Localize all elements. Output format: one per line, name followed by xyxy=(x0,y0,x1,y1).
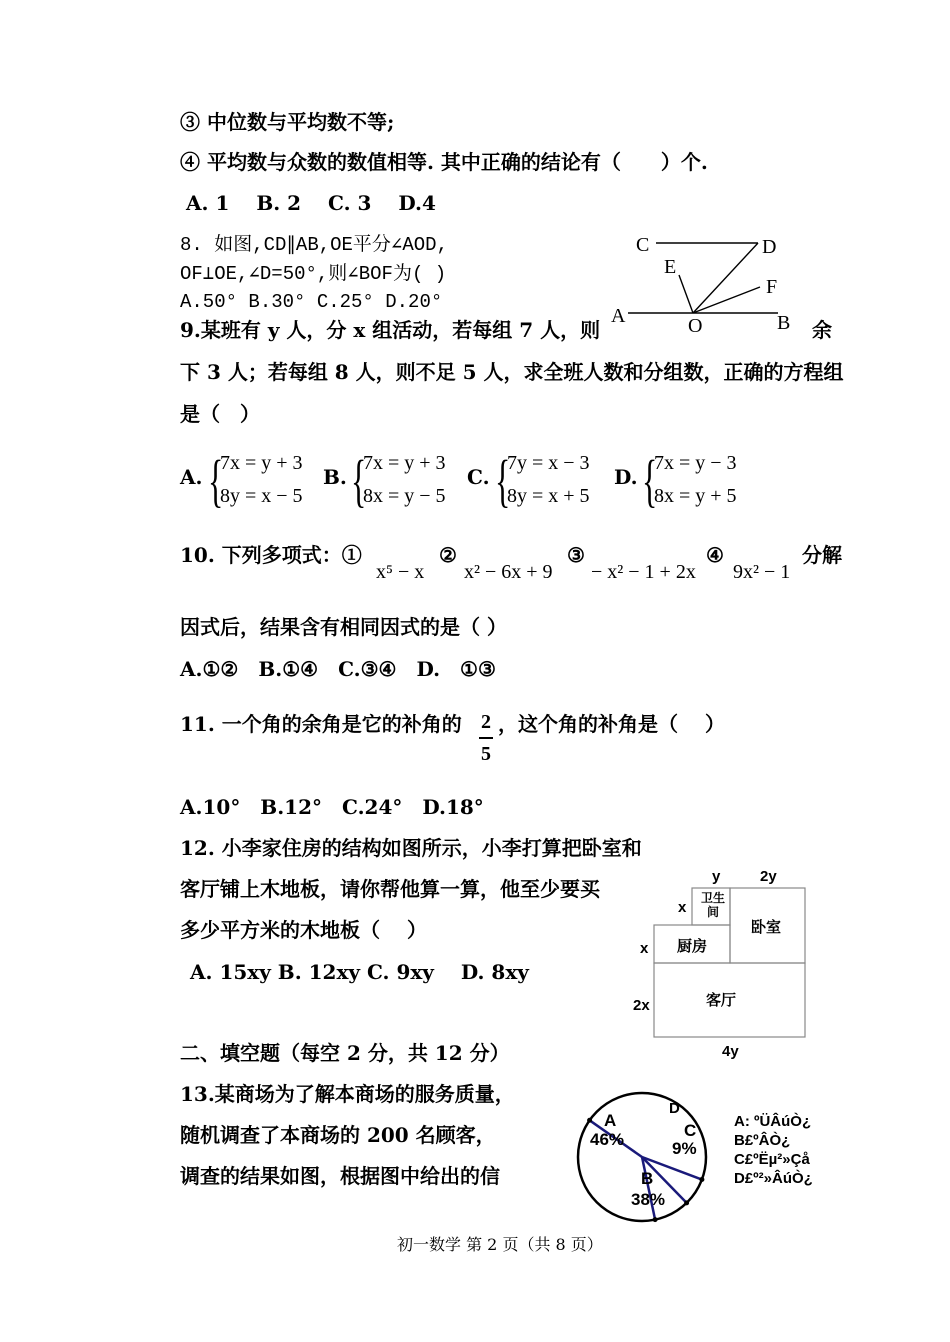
pie-legend xyxy=(734,1112,813,1188)
q10-line-2: 因式后，结果含有相同因式的是（ ） xyxy=(180,615,507,639)
pie-slice-point xyxy=(699,1177,704,1182)
q8-line-2: OF⊥OE,∠D=50°,则∠BOF为( ) xyxy=(180,263,447,285)
plan-kitchen-label: 厨房 xyxy=(677,938,708,955)
q8-line-1: 8. 如图,CD∥AB,OE平分∠AOD, xyxy=(180,234,448,256)
q9-option-d-label: D. xyxy=(614,465,638,489)
q9-line-1: 9.某班有 y 人，分 x 组活动，若每组 7 人，则 xyxy=(180,318,601,342)
equation-2: 8x = y + 5 xyxy=(654,485,737,507)
q13-line-3: 调查的结果如图，根据图中给出的信 xyxy=(180,1164,500,1188)
pie-slice-point xyxy=(653,1217,658,1222)
q11-line-1-end: ，这个角的补角是（ ） xyxy=(498,712,725,736)
pie-pct-b: 38% xyxy=(631,1190,666,1209)
equation-1: 7x = y + 3 xyxy=(220,452,303,474)
brace: { xyxy=(208,448,224,513)
plan-bathroom-label: 卫生间 xyxy=(700,891,725,919)
ray-od xyxy=(693,243,758,313)
q10-term-3: − x² − 1 + 2x xyxy=(591,561,696,583)
pie-slice-point xyxy=(587,1118,592,1123)
brace: { xyxy=(642,448,658,513)
pie-label-c: C xyxy=(684,1121,697,1140)
legend-item: D£º²»ÂúÒ¿ xyxy=(734,1170,813,1187)
q12-line-2: 客厅铺上木地板，请你帮他算一算，他至少要买 xyxy=(180,877,600,901)
plan-dim-x-top: x xyxy=(678,899,687,916)
plan-dim-4y: 4y xyxy=(722,1043,739,1060)
q9-option-c-label: C. xyxy=(467,465,490,489)
brace: { xyxy=(495,448,511,513)
statement-3: ③ 中位数与平均数不等; xyxy=(180,110,395,134)
equation-2: 8y = x + 5 xyxy=(507,485,590,507)
q11-fraction-denominator: 5 xyxy=(481,743,491,765)
q9-option-b-label: B. xyxy=(323,465,347,489)
q12-options: A. 15xy B. 12xy C. 9xy D. 8xy xyxy=(190,960,529,984)
q11-options: A.10° B.12° C.24° D.18° xyxy=(180,795,484,819)
pie-pct-a: 46% xyxy=(590,1130,625,1149)
page-footer: 初一数学 第 2 页（共 8 页） xyxy=(397,1235,603,1254)
plan-dim-x-mid: x xyxy=(640,940,649,957)
brace: { xyxy=(351,448,367,513)
q9-line-2: 下 3 人；若每组 8 人，则不足 5 人，求全班人数和分组数，正确的方程组 xyxy=(180,360,844,384)
plan-dim-2x: 2x xyxy=(633,997,650,1014)
equation-2: 8x = y − 5 xyxy=(363,485,446,507)
fig8-label-a: A xyxy=(611,305,626,327)
q13-line-1: 13.某商场为了解本商场的服务质量， xyxy=(180,1082,515,1106)
q10-line-1: 10. 下列多项式：① xyxy=(180,543,362,567)
equation-1: 7y = x − 3 xyxy=(507,452,590,474)
q9-line-3: 是（ ） xyxy=(180,402,260,426)
legend-item: C£ºËµ²»Çå xyxy=(734,1151,810,1168)
q10-term-4: 9x² − 1 xyxy=(733,561,791,583)
pie-label-b: B xyxy=(641,1169,654,1188)
plan-bedroom-label: 卧室 xyxy=(751,919,782,936)
plan-dim-y: y xyxy=(712,868,721,885)
q10-line-1-end: 分解 xyxy=(802,543,842,567)
q10-term-1: x⁵ − x xyxy=(376,561,425,583)
fig8-label-o: O xyxy=(688,315,703,337)
legend-item: B£ºÂÒ¿ xyxy=(734,1132,791,1149)
equation-1: 7x = y + 3 xyxy=(363,452,446,474)
fig8-label-f: F xyxy=(766,276,778,298)
q12-line-3: 多少平方米的木地板（ ） xyxy=(180,918,427,942)
q10-num-4: ④ xyxy=(706,543,724,567)
q8-options: A.50° B.30° C.25° D.20° xyxy=(180,291,443,313)
pie-slice-point xyxy=(684,1200,689,1205)
pie-pct-c: 9% xyxy=(672,1139,697,1158)
equation-1: 7x = y − 3 xyxy=(654,452,737,474)
floor-plan xyxy=(650,885,810,1040)
q9-option-a-label: A. xyxy=(180,465,203,489)
q9-line-1-end: 余 xyxy=(812,318,832,342)
equation-2: 8y = x − 5 xyxy=(220,485,303,507)
section-2-heading: 二、填空题（每空 2 分，共 12 分） xyxy=(180,1041,510,1065)
legend-item: A: ºÜÂúÒ¿ xyxy=(734,1113,812,1130)
fig8-label-b: B xyxy=(777,312,791,334)
pie-label-d: D xyxy=(669,1100,680,1117)
q10-term-2: x² − 6x + 9 xyxy=(464,561,553,583)
fig8-label-c: C xyxy=(636,234,650,256)
plan-dim-2y: 2y xyxy=(760,868,777,885)
q12-line-1: 12. 小李家住房的结构如图所示，小李打算把卧室和 xyxy=(180,836,642,860)
ray-of xyxy=(693,287,760,313)
q13-line-2: 随机调查了本商场的 200 名顾客， xyxy=(180,1123,496,1147)
ray-oe xyxy=(679,275,693,313)
q11-line-1: 11. 一个角的余角是它的补角的 xyxy=(180,712,462,736)
plan-living-label: 客厅 xyxy=(706,992,737,1009)
q10-num-2: ② xyxy=(439,543,457,567)
q7-options: A. 1 B. 2 C. 3 D.4 xyxy=(186,191,436,215)
statement-4: ④ 平均数与众数的数值相等. 其中正确的结论有（ ）个. xyxy=(180,150,708,174)
q10-num-3: ③ xyxy=(567,543,585,567)
pie-label-a: A xyxy=(604,1111,617,1130)
q10-options: A.①② B.①④ C.③④ D. ①③ xyxy=(180,657,496,681)
q11-fraction-numerator: 2 xyxy=(481,711,491,733)
fig8-label-d: D xyxy=(762,236,777,258)
fig8-label-e: E xyxy=(664,256,677,278)
fraction-bar xyxy=(479,737,493,739)
